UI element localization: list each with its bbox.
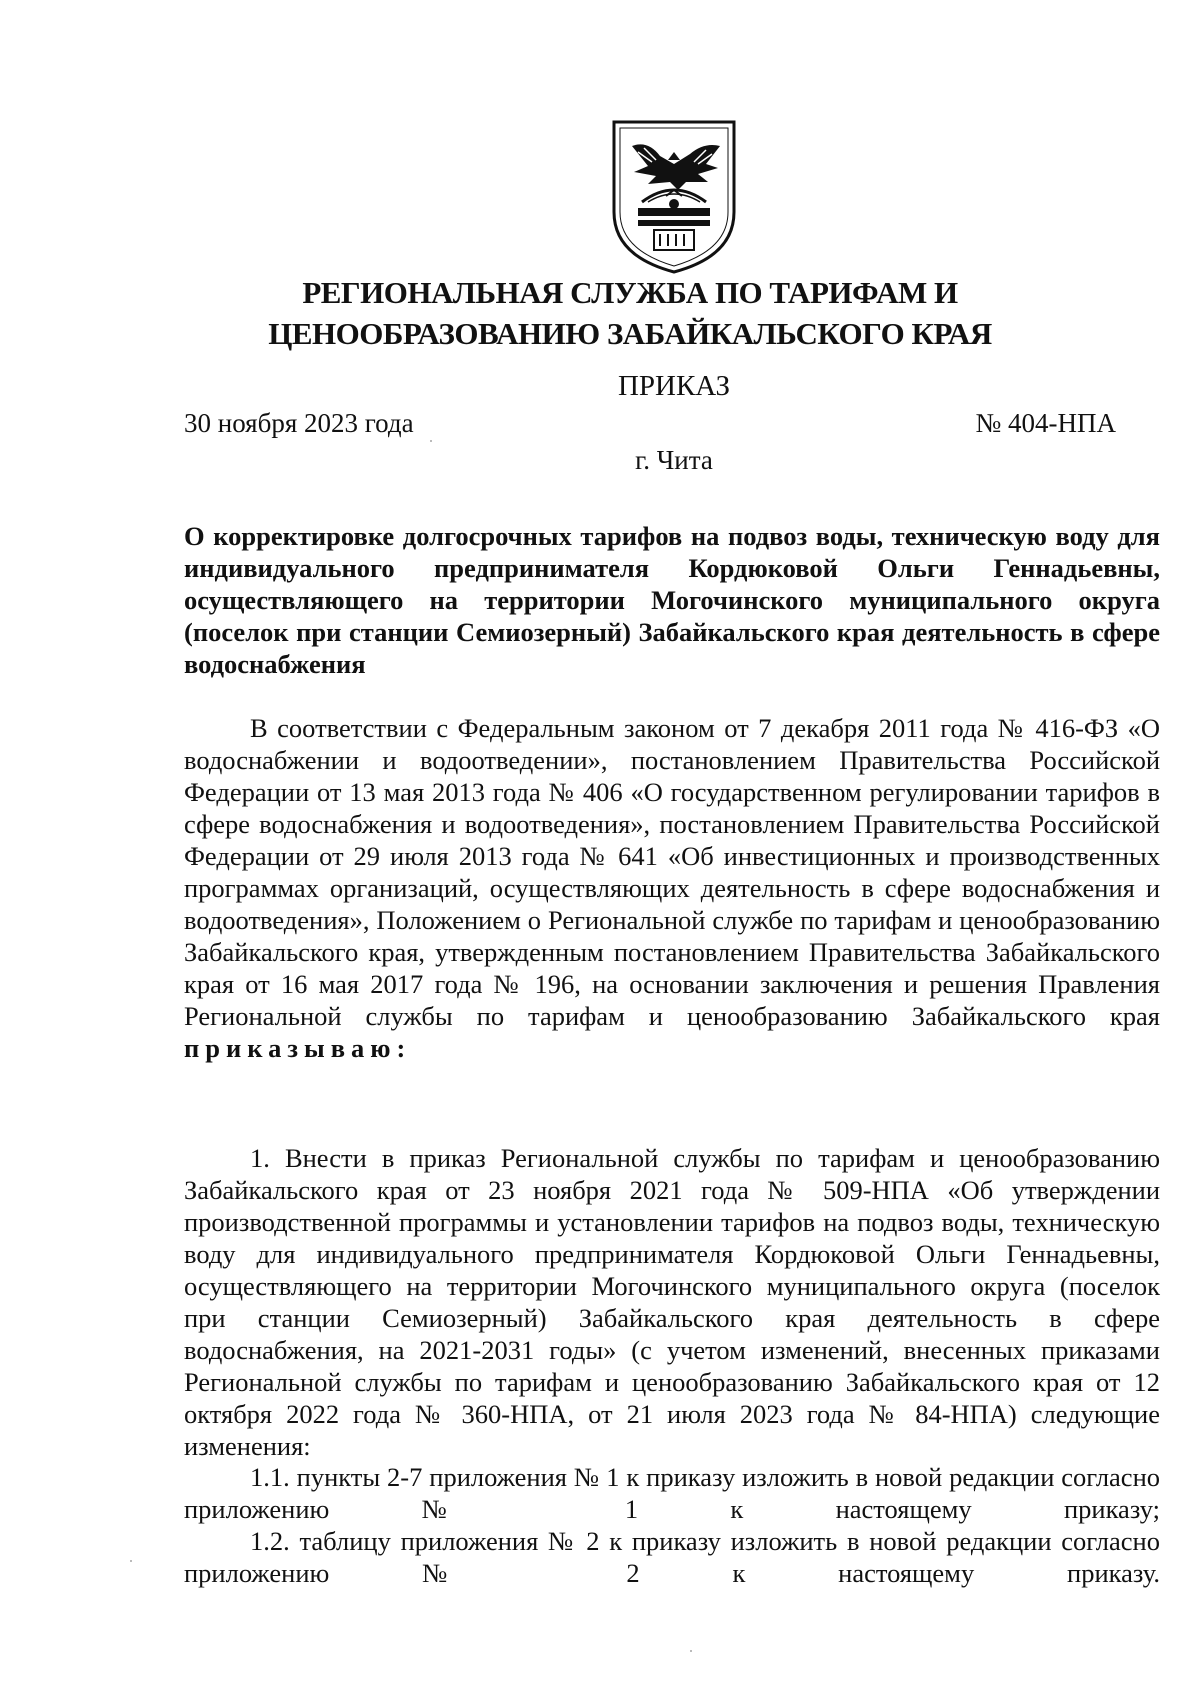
coat-of-arms-icon — [608, 116, 740, 276]
item-1-2-paragraph: 1.2. таблицу приложения № 2 к приказу изложить в новой редакции согласно приложению № 2 к настоящему приказу. — [184, 1526, 1160, 1588]
organization-name-line2: ЦЕНООБРАЗОВАНИЮ ЗАБАЙКАЛЬСКОГО КРАЯ — [268, 316, 992, 351]
document-date: 30 ноября 2023 года — [184, 408, 414, 438]
order-word: приказываю: — [184, 1033, 412, 1063]
document-subject: О корректировке долгосрочных тарифов на подвоз воды, техническую воду для индивидуального предпринимателя Кордюковой Ольги Геннадьевны, осуществляющего на территории Могочинского муниципального округа (поселок при станции Семиозерный) Забайкальского края деятельность в сфере водоснабжения — [184, 521, 1160, 679]
organization-name — [250, 272, 1010, 354]
scan-artifact — [130, 1560, 132, 1562]
organization-name-line1: РЕГИОНАЛЬНАЯ СЛУЖБА ПО ТАРИФАМ И — [302, 275, 958, 310]
basis-text: В соответствии с Федеральным законом от 7 декабря 2011 года № 416-ФЗ «О водоснабжении и водоотведении», постановлением Правительства Российской Федерации от 13 мая 2013 года № 406 «О государственном регулировании тарифов в сфере водоснабжения и водоотведения», постановлением Правительства Российской Федерации от 29 июля 2013 года № 641 «Об инвестиционных и производственных программах организаций, осуществляющих деятельность в сфере водоснабжения и водоотведения», Положением о Региональной службе по тарифам и ценообразованию Забайкальского края, утвержденным постановлением Правительства Забайкальского края от 16 мая 2017 года № 196, на основании заключения и решения Правления Региональной службы по тарифам и ценообразованию Забайкальского края — [184, 713, 1160, 1031]
scan-artifact — [690, 1650, 692, 1652]
item-1-paragraph: 1. Внести в приказ Региональной службы по тарифам и ценообразованию Забайкальского края от 23 ноября 2021 года № 509-НПА «Об утверждении производственной программы и установлении тарифов на подвоз воды, техническую воду для индивидуального предпринимателя Кордюковой Ольги Геннадьевны, осуществляющего на территории Могочинского муниципального округа (поселок при станции Семиозерный) Забайкальского края деятельность в сфере водоснабжения, на 2021-2031 годы» (с учетом изменений, внесенных приказами Региональной службы по тарифам и ценообразованию Забайкальского края от 12 октября 2022 года № 360-НПА, от 21 июля 2023 года № 84-НПА) следующие изменения: — [184, 1143, 1160, 1461]
document-number: № 404-НПА — [975, 408, 1116, 438]
scan-artifact — [430, 440, 432, 442]
document-city: г. Чита — [635, 445, 713, 475]
document-type: ПРИКАЗ — [617, 370, 731, 402]
basis-paragraph — [184, 712, 1160, 1096]
item-1-1-paragraph: 1.1. пункты 2-7 приложения № 1 к приказу изложить в новой редакции согласно приложению № 1 к настоящему приказу; — [184, 1462, 1160, 1524]
